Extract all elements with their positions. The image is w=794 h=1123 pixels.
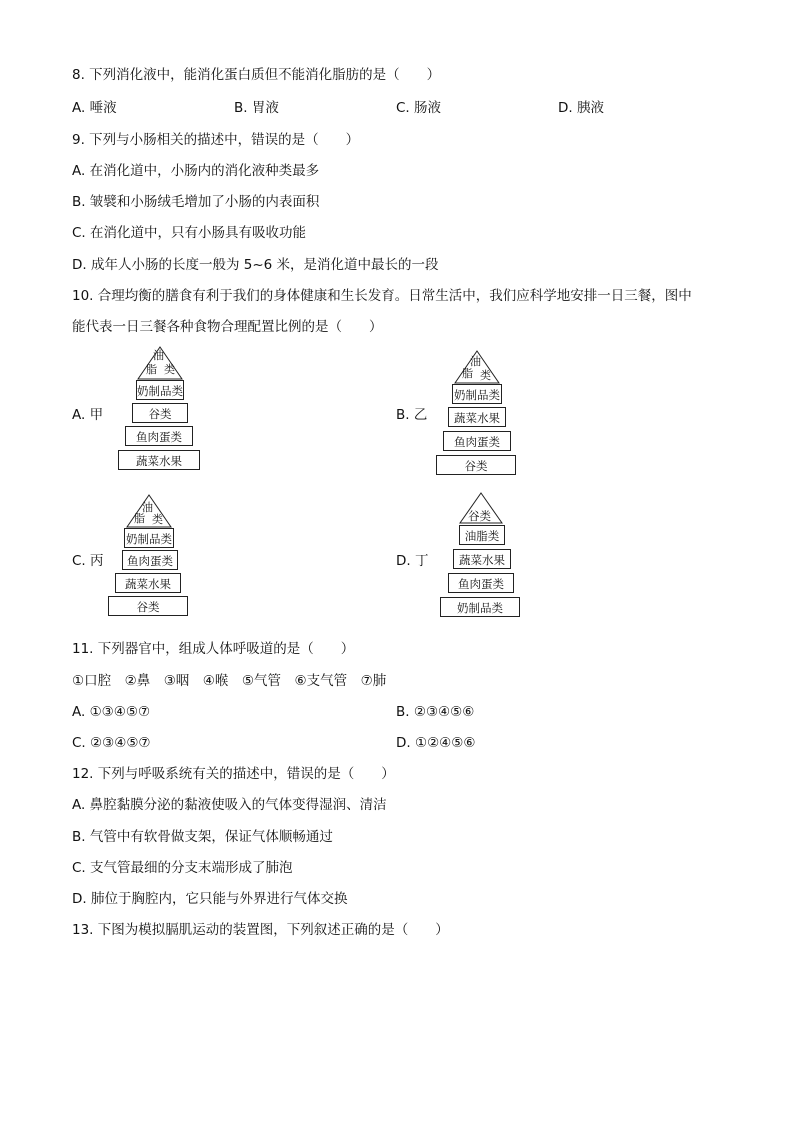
roof-text-top: 油 bbox=[153, 349, 164, 362]
q12-option-d[interactable]: D. 肺位于胸腔内，它只能与外界进行气体交换 bbox=[72, 891, 348, 907]
pyramid-level-2: 蔬菜水果 bbox=[448, 407, 506, 427]
q10-stem-line1: 10. 合理均衡的膳食有利于我们的身体健康和生长发育。日常生活中，我们应科学地安排一日三餐，图中 bbox=[72, 288, 692, 304]
q11-option-b[interactable]: B. ②③④⑤⑥ bbox=[396, 704, 475, 720]
roof-text-mid: 脂 bbox=[462, 367, 473, 380]
q12-option-b[interactable]: B. 气管中有软骨做支架，保证气体顺畅通过 bbox=[72, 829, 333, 845]
q8-option-d[interactable]: D. 胰液 bbox=[558, 100, 604, 116]
q10-option-d-label[interactable]: D. 丁 bbox=[396, 553, 429, 569]
q12-stem: 12. 下列与呼吸系统有关的描述中，错误的是（ ） bbox=[72, 766, 395, 782]
q11-option-a[interactable]: A. ①③④⑤⑦ bbox=[72, 704, 151, 720]
q10-option-c-label[interactable]: C. 丙 bbox=[72, 553, 104, 569]
pyramid-level-4: 奶制品类 bbox=[440, 597, 520, 617]
pyramid-ding bbox=[440, 492, 522, 622]
pyramid-level-3: 蔬菜水果 bbox=[115, 573, 181, 593]
q12-option-a[interactable]: A. 鼻腔黏膜分泌的黏液使吸入的气体变得湿润、清洁 bbox=[72, 797, 387, 813]
roof-text-right: 类 bbox=[480, 369, 491, 382]
pyramid-level-3: 鱼肉蛋类 bbox=[448, 573, 514, 593]
q9-option-b[interactable]: B. 皱襞和小肠绒毛增加了小肠的内表面积 bbox=[72, 194, 320, 210]
q8-stem: 8. 下列消化液中，能消化蛋白质但不能消化脂肪的是（ ） bbox=[72, 67, 441, 83]
roof-text-right: 类 bbox=[164, 363, 175, 376]
q11-stem: 11. 下列器官中，组成人体呼吸道的是（ ） bbox=[72, 641, 355, 657]
q11-option-d[interactable]: D. ①②④⑤⑥ bbox=[396, 735, 476, 751]
q11-option-c[interactable]: C. ②③④⑤⑦ bbox=[72, 735, 151, 751]
roof-text-right: 类 bbox=[152, 513, 163, 526]
roof-text-top: 油 bbox=[142, 501, 153, 514]
q9-stem: 9. 下列与小肠相关的描述中，错误的是（ ） bbox=[72, 132, 360, 148]
q9-option-c[interactable]: C. 在消化道中，只有小肠具有吸收功能 bbox=[72, 225, 307, 241]
pyramid-level-3: 鱼肉蛋类 bbox=[443, 431, 511, 451]
pyramid-bing bbox=[108, 494, 190, 622]
pyramid-level-2: 谷类 bbox=[132, 403, 188, 423]
pyramid-level-1: 奶制品类 bbox=[124, 528, 174, 548]
roof-text-top: 油 bbox=[470, 355, 481, 368]
pyramid-level-2: 蔬菜水果 bbox=[453, 549, 511, 569]
q9-option-d[interactable]: D. 成年人小肠的长度一般为 5~6 米，是消化道中最长的一段 bbox=[72, 257, 439, 273]
pyramid-level-2: 鱼肉蛋类 bbox=[122, 550, 178, 570]
roof-text-top: 谷类 bbox=[468, 509, 491, 523]
q8-option-b[interactable]: B. 胃液 bbox=[234, 100, 279, 116]
roof-text-mid: 脂 bbox=[134, 512, 145, 525]
q8-option-c[interactable]: C. 肠液 bbox=[396, 100, 442, 116]
q9-option-a[interactable]: A. 在消化道中，小肠内的消化液种类最多 bbox=[72, 163, 320, 179]
q10-stem-line2: 能代表一日三餐各种食物合理配置比例的是（ ） bbox=[72, 319, 383, 335]
q8-option-a[interactable]: A. 唾液 bbox=[72, 100, 117, 116]
pyramid-level-4: 谷类 bbox=[436, 455, 516, 475]
pyramid-level-3: 鱼肉蛋类 bbox=[125, 426, 193, 446]
pyramid-jia bbox=[118, 346, 200, 476]
pyramid-level-4: 谷类 bbox=[108, 596, 188, 616]
q13-stem: 13. 下图为模拟膈肌运动的装置图，下列叙述正确的是（ ） bbox=[72, 922, 449, 938]
q10-option-b-label[interactable]: B. 乙 bbox=[396, 407, 428, 423]
pyramid-level-4: 蔬菜水果 bbox=[118, 450, 200, 470]
pyramid-level-1: 奶制品类 bbox=[452, 384, 502, 404]
pyramid-level-1: 油脂类 bbox=[459, 525, 505, 545]
q12-option-c[interactable]: C. 支气管最细的分支末端形成了肺泡 bbox=[72, 860, 293, 876]
pyramid-yi bbox=[436, 350, 518, 480]
roof-text-mid: 脂 bbox=[146, 363, 157, 376]
q11-items: ①口腔 ②鼻 ③咽 ④喉 ⑤气管 ⑥支气管 ⑦肺 bbox=[72, 673, 387, 689]
pyramid-level-1: 奶制品类 bbox=[136, 380, 184, 400]
q10-option-a-label[interactable]: A. 甲 bbox=[72, 407, 104, 423]
